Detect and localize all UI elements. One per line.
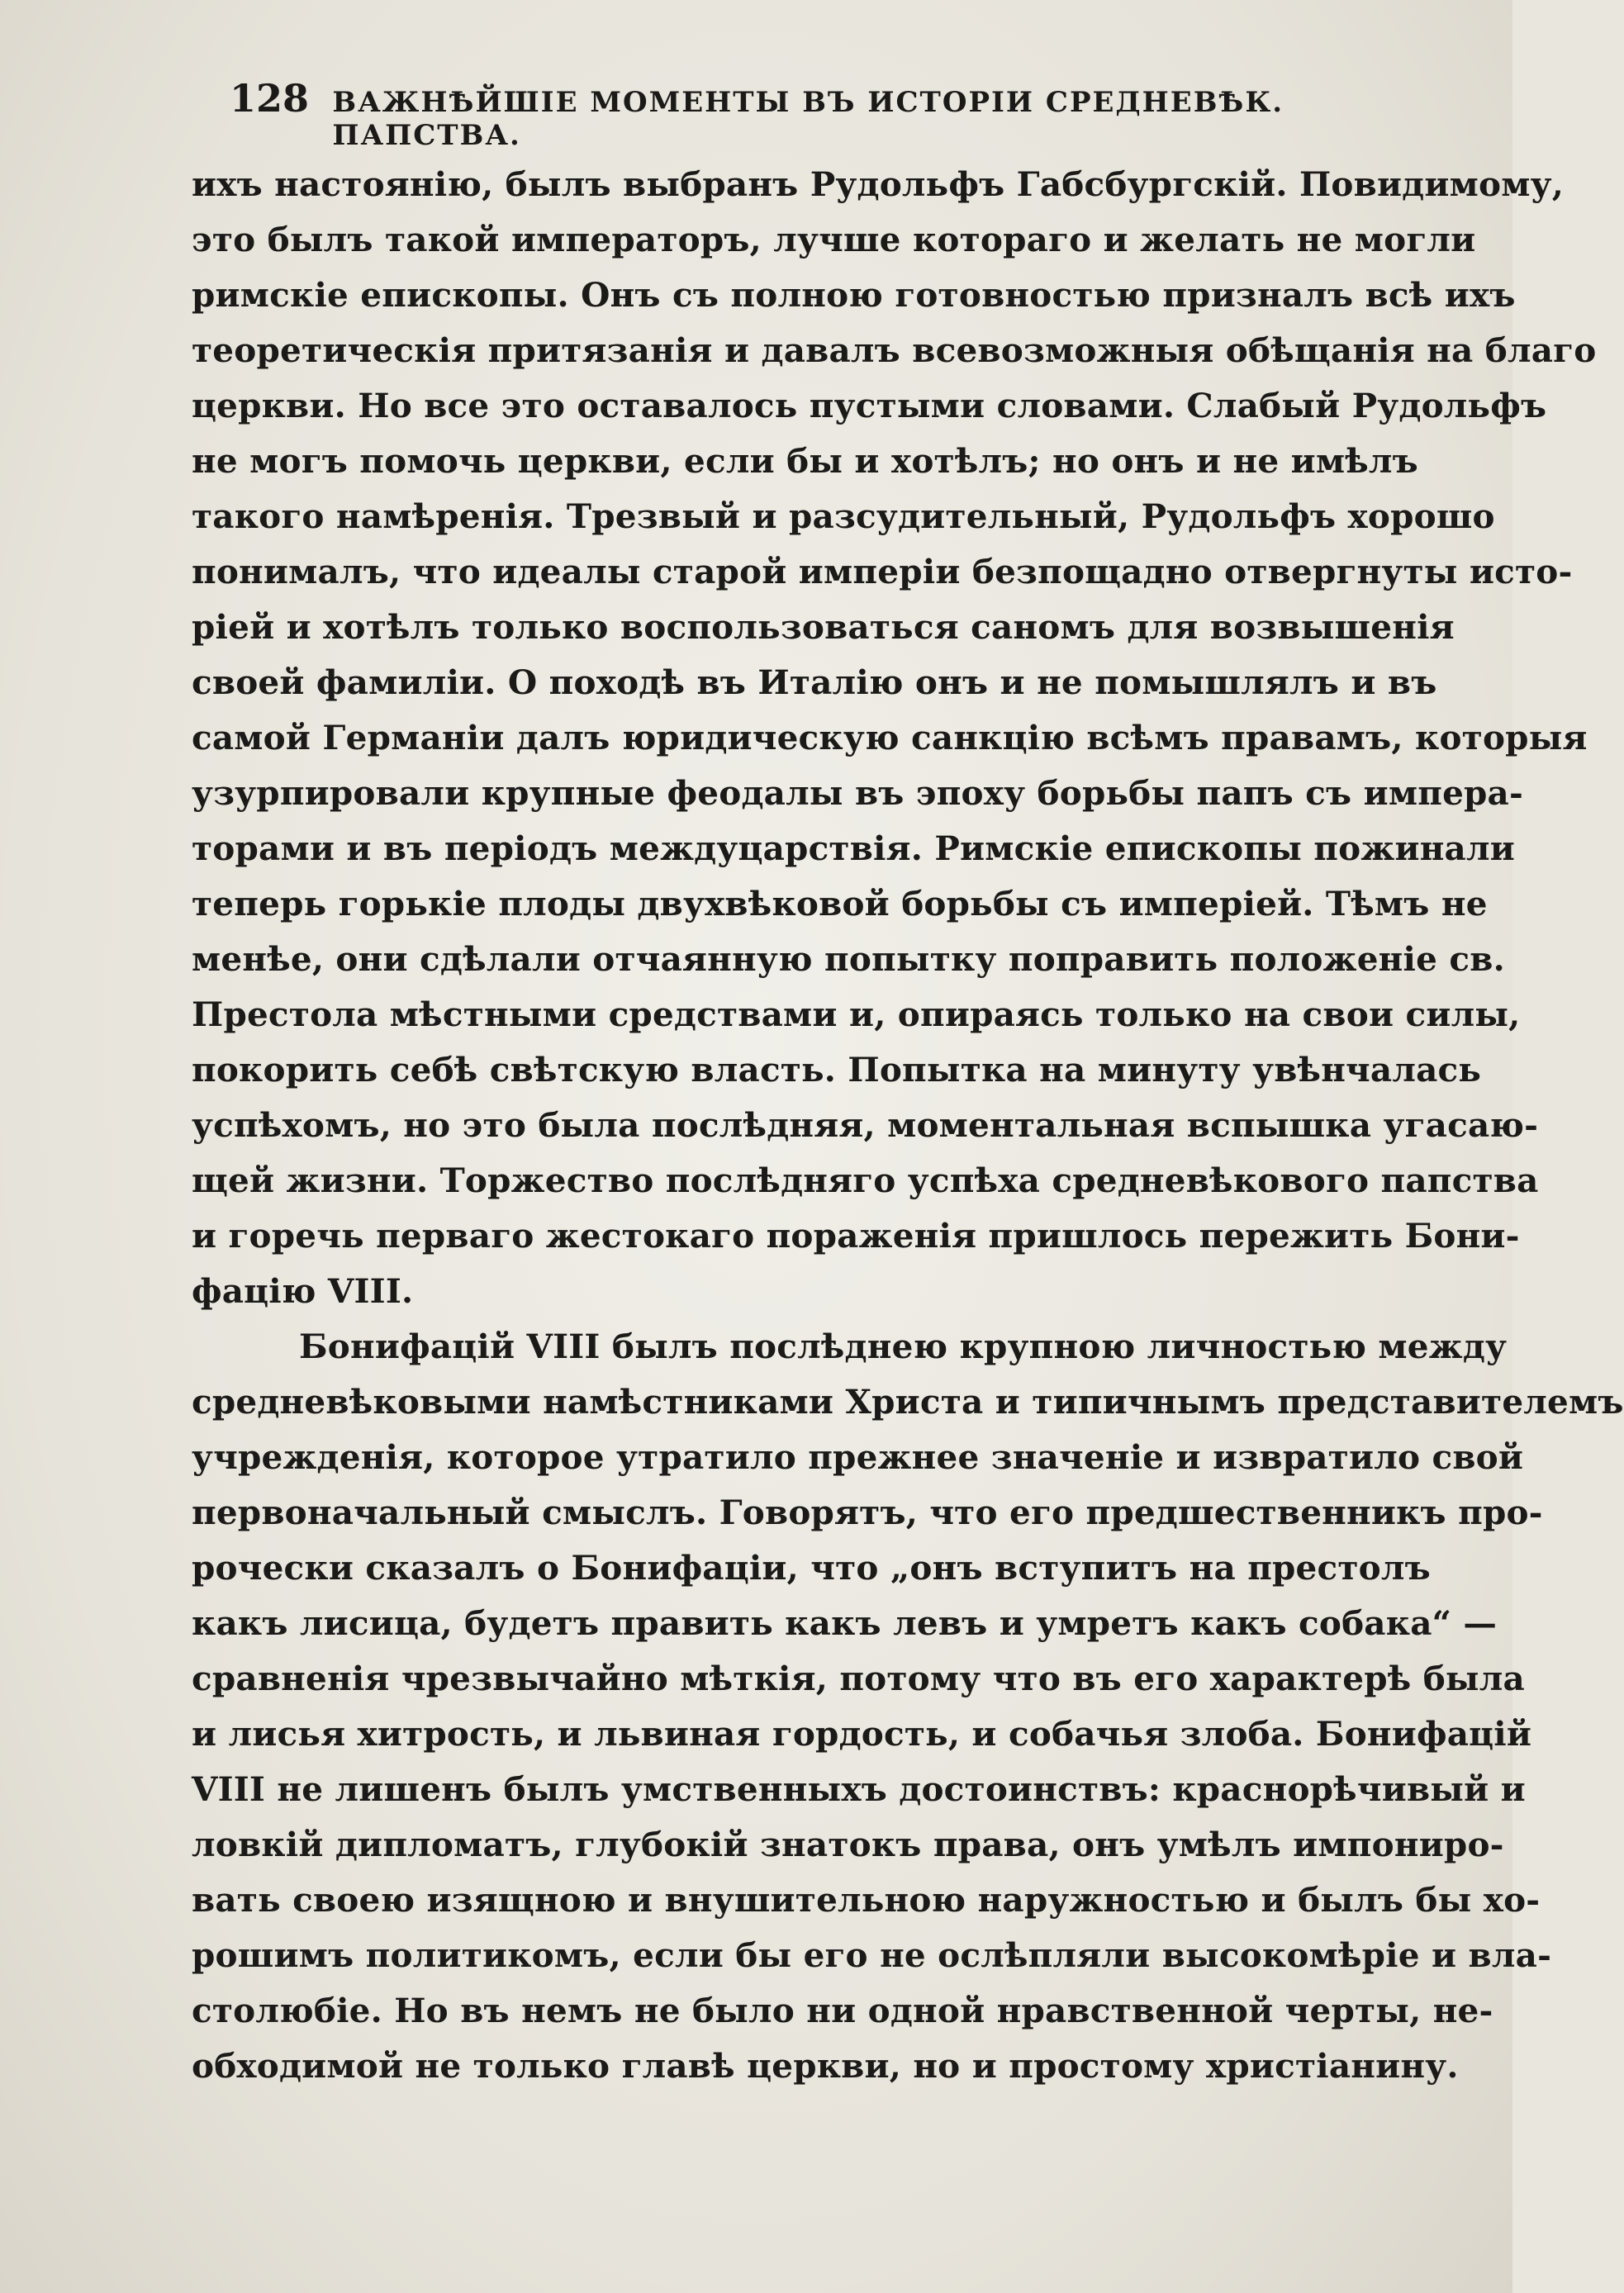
text-line: рочески сказалъ о Бонифаціи, что „онъ вступитъ на престолъ [192,1548,1431,1588]
text-line: обходимой не только главѣ церкви, но и простому христіанину. [192,2046,1459,2086]
text-line: какъ лисица, будетъ править какъ левъ и умретъ какъ собака“ — [192,1603,1498,1643]
text-line: щей жизни. Торжество послѣдняго успѣха средневѣкового папства [192,1161,1539,1200]
text-line: Бонифацій VIII былъ послѣднею крупною личностью между [299,1327,1508,1366]
text-line: такого намѣренія. Трезвый и разсудительный, Рудольфъ хорошо [192,496,1495,536]
text-line: теперь горькіе плоды двухвѣковой борьбы съ имперіей. Тѣмъ не [192,884,1488,923]
text-line: самой Германіи далъ юридическую санкцію всѣмъ правамъ, которыя [192,718,1588,757]
page-header [230,76,1287,152]
text-line: VIII не лишенъ былъ умственныхъ достоинствъ: краснорѣчивый и [192,1769,1526,1809]
text-line: и лисья хитрость, и львиная гордость, и собачья злоба. Бонифацій [192,1714,1532,1754]
text-line: сравненія чрезвычайно мѣткія, потому что въ его характерѣ была [192,1659,1525,1698]
text-line: теоретическія притязанія и давалъ всевозможныя обѣщанія на благо [192,330,1597,370]
text-line: столюбіе. Но въ немъ не было ни одной нравственной черты, не- [192,1991,1493,2030]
text-line: ихъ настоянію, былъ выбранъ Рудольфъ Габсбургскій. Повидимому, [192,164,1565,204]
text-line: понималъ, что идеалы старой имперіи безпощадно отвергнуты исто- [192,552,1573,591]
paragraph-1 [192,157,1597,1319]
text-line: своей фамиліи. О походѣ въ Италію онъ и не помышлялъ и въ [192,662,1437,702]
text-line: менѣе, они сдѣлали отчаянную попытку поправить положеніе св. [192,939,1505,979]
text-line: и горечь перваго жестокаго пораженія пришлось пережить Бони- [192,1216,1520,1256]
running-title: ВАЖНѢЙШІЕ МОМЕНТЫ ВЪ ИСТОРІИ СРЕДНЕВѢК. ПАПСТВА. [332,86,1284,152]
text-line: Престола мѣстными средствами и, опираясь только на свои силы, [192,995,1521,1034]
text-line: рошимъ политикомъ, если бы его не ослѣпляли высокомѣріе и вла- [192,1935,1552,1975]
page-number: 128 [230,76,310,121]
text-line: римскіе епископы. Онъ съ полною готовностью призналъ всѣ ихъ [192,275,1516,315]
text-line: церкви. Но все это оставалось пустыми словами. Слабый Рудольфъ [192,386,1547,425]
page-body [192,157,1624,2094]
text-line: это былъ такой императоръ, лучше котораго и желать не могли [192,220,1476,259]
paragraph-2 [192,1319,1624,2094]
text-line: узурпировали крупные феодалы въ эпоху борьбы папъ съ импера- [192,773,1524,813]
text-line: первоначальный смыслъ. Говорятъ, что его предшественникъ про- [192,1493,1543,1532]
text-line: вать своею изящною и внушительною наружностью и былъ бы хо- [192,1880,1541,1920]
text-line: ріей и хотѣлъ только воспользоваться саномъ для возвышенія [192,607,1455,647]
text-line: фацію VIII. [192,1271,414,1311]
text-line: торами и въ періодъ междуцарствія. Римскіе епископы пожинали [192,828,1515,868]
text-line: успѣхомъ, но это была послѣдняя, моментальная вспышка угасаю- [192,1105,1539,1145]
text-line: средневѣковыми намѣстниками Христа и типичнымъ представителемъ [192,1382,1624,1422]
text-line: учрежденія, которое утратило прежнее значеніе и извратило свой [192,1437,1524,1477]
text-line: ловкій дипломатъ, глубокій знатокъ права, онъ умѣлъ импониро- [192,1825,1504,1864]
text-line: не могъ помочь церкви, если бы и хотѣлъ; но онъ и не имѣлъ [192,441,1418,481]
text-line: покорить себѣ свѣтскую власть. Попытка на минуту увѣнчалась [192,1050,1482,1090]
